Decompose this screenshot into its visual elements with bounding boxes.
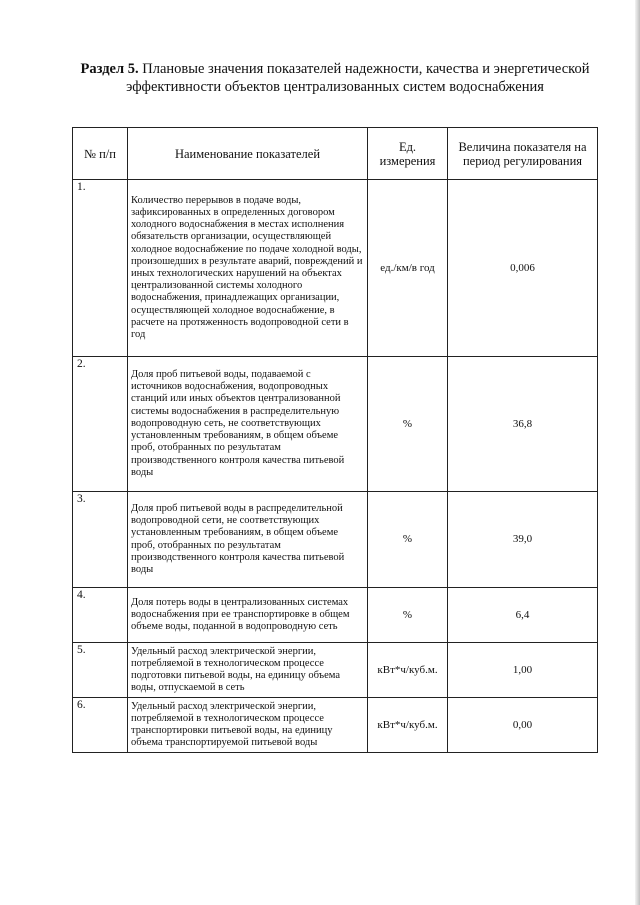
indicator-name: Доля проб питьевой воды, подаваемой с источников водоснабжения, водопроводных станций или иных объектов централизованной системы водоснабжения в распределительную водопроводную сеть, не соответствующих установленным требованиям, в общем объеме проб, отобранных по результатам производственного контроля качества питьевой воды bbox=[128, 357, 368, 492]
table-row bbox=[73, 698, 598, 753]
indicator-name: Доля проб питьевой воды в распределительной водопроводной сети, не соответствующих установленным требованиям, в общем объеме проб, отобранных по результатам производственного контроля качества питьевой воды bbox=[128, 492, 368, 588]
section-title-text: Плановые значения показателей надежности, качества и энергетической эффективности объектов централизованных систем водоснабжения bbox=[126, 61, 590, 95]
row-number: 4. bbox=[73, 588, 128, 643]
unit-of-measure: ед./км/в год bbox=[368, 180, 448, 357]
row-number: 5. bbox=[73, 643, 128, 698]
table-header-row bbox=[73, 128, 598, 180]
indicator-value: 1,00 bbox=[448, 643, 598, 698]
indicator-name: Удельный расход электрической энергии, потребляемой в технологическом процессе транспортировки питьевой воды, на единицу объема транспортируемой питьевой воды bbox=[128, 698, 368, 753]
table-row bbox=[73, 180, 598, 357]
indicator-value: 6,4 bbox=[448, 588, 598, 643]
table-row bbox=[73, 643, 598, 698]
header-indicator-name: Наименование показателей bbox=[128, 128, 368, 180]
header-value: Величина показателя на период регулирования bbox=[448, 128, 598, 180]
row-number: 2. bbox=[73, 357, 128, 492]
header-unit: Ед. измерения bbox=[368, 128, 448, 180]
indicators-table bbox=[72, 127, 598, 753]
indicator-value: 36,8 bbox=[448, 357, 598, 492]
section-number: Раздел 5. bbox=[80, 61, 139, 77]
table-row bbox=[73, 588, 598, 643]
header-number: № п/п bbox=[73, 128, 128, 180]
indicator-name: Удельный расход электрической энергии, потребляемой в технологическом процессе подготовки питьевой воды, на единицу объема воды, отпускаемой в сеть bbox=[128, 643, 368, 698]
unit-of-measure: % bbox=[368, 492, 448, 588]
row-number: 3. bbox=[73, 492, 128, 588]
unit-of-measure: % bbox=[368, 357, 448, 492]
unit-of-measure: кВт*ч/куб.м. bbox=[368, 698, 448, 753]
indicator-value: 0,006 bbox=[448, 180, 598, 357]
indicator-value: 39,0 bbox=[448, 492, 598, 588]
indicator-name: Доля потерь воды в централизованных системах водоснабжения при ее транспортировке в общем объеме воды, поданной в водопроводную сеть bbox=[128, 588, 368, 643]
scan-edge-shadow bbox=[635, 0, 640, 905]
unit-of-measure: % bbox=[368, 588, 448, 643]
table-row bbox=[73, 357, 598, 492]
indicator-value: 0,00 bbox=[448, 698, 598, 753]
row-number: 1. bbox=[73, 180, 128, 357]
indicator-name: Количество перерывов в подаче воды, зафиксированных в определенных договором холодного водоснабжения в местах исполнения обязательств организации, осуществляющей холодное водоснабжение по подаче холодной воды, произошедших в результате аварий, повреждений и иных технологических нарушений на объектах централизованной системы холодного водоснабжения, принадлежащих организации, осуществляющей холодное водоснабжение, в расчете на протяженность водопроводной сети в год bbox=[128, 180, 368, 357]
table-row bbox=[73, 492, 598, 588]
unit-of-measure: кВт*ч/куб.м. bbox=[368, 643, 448, 698]
section-title bbox=[70, 60, 600, 96]
row-number: 6. bbox=[73, 698, 128, 753]
